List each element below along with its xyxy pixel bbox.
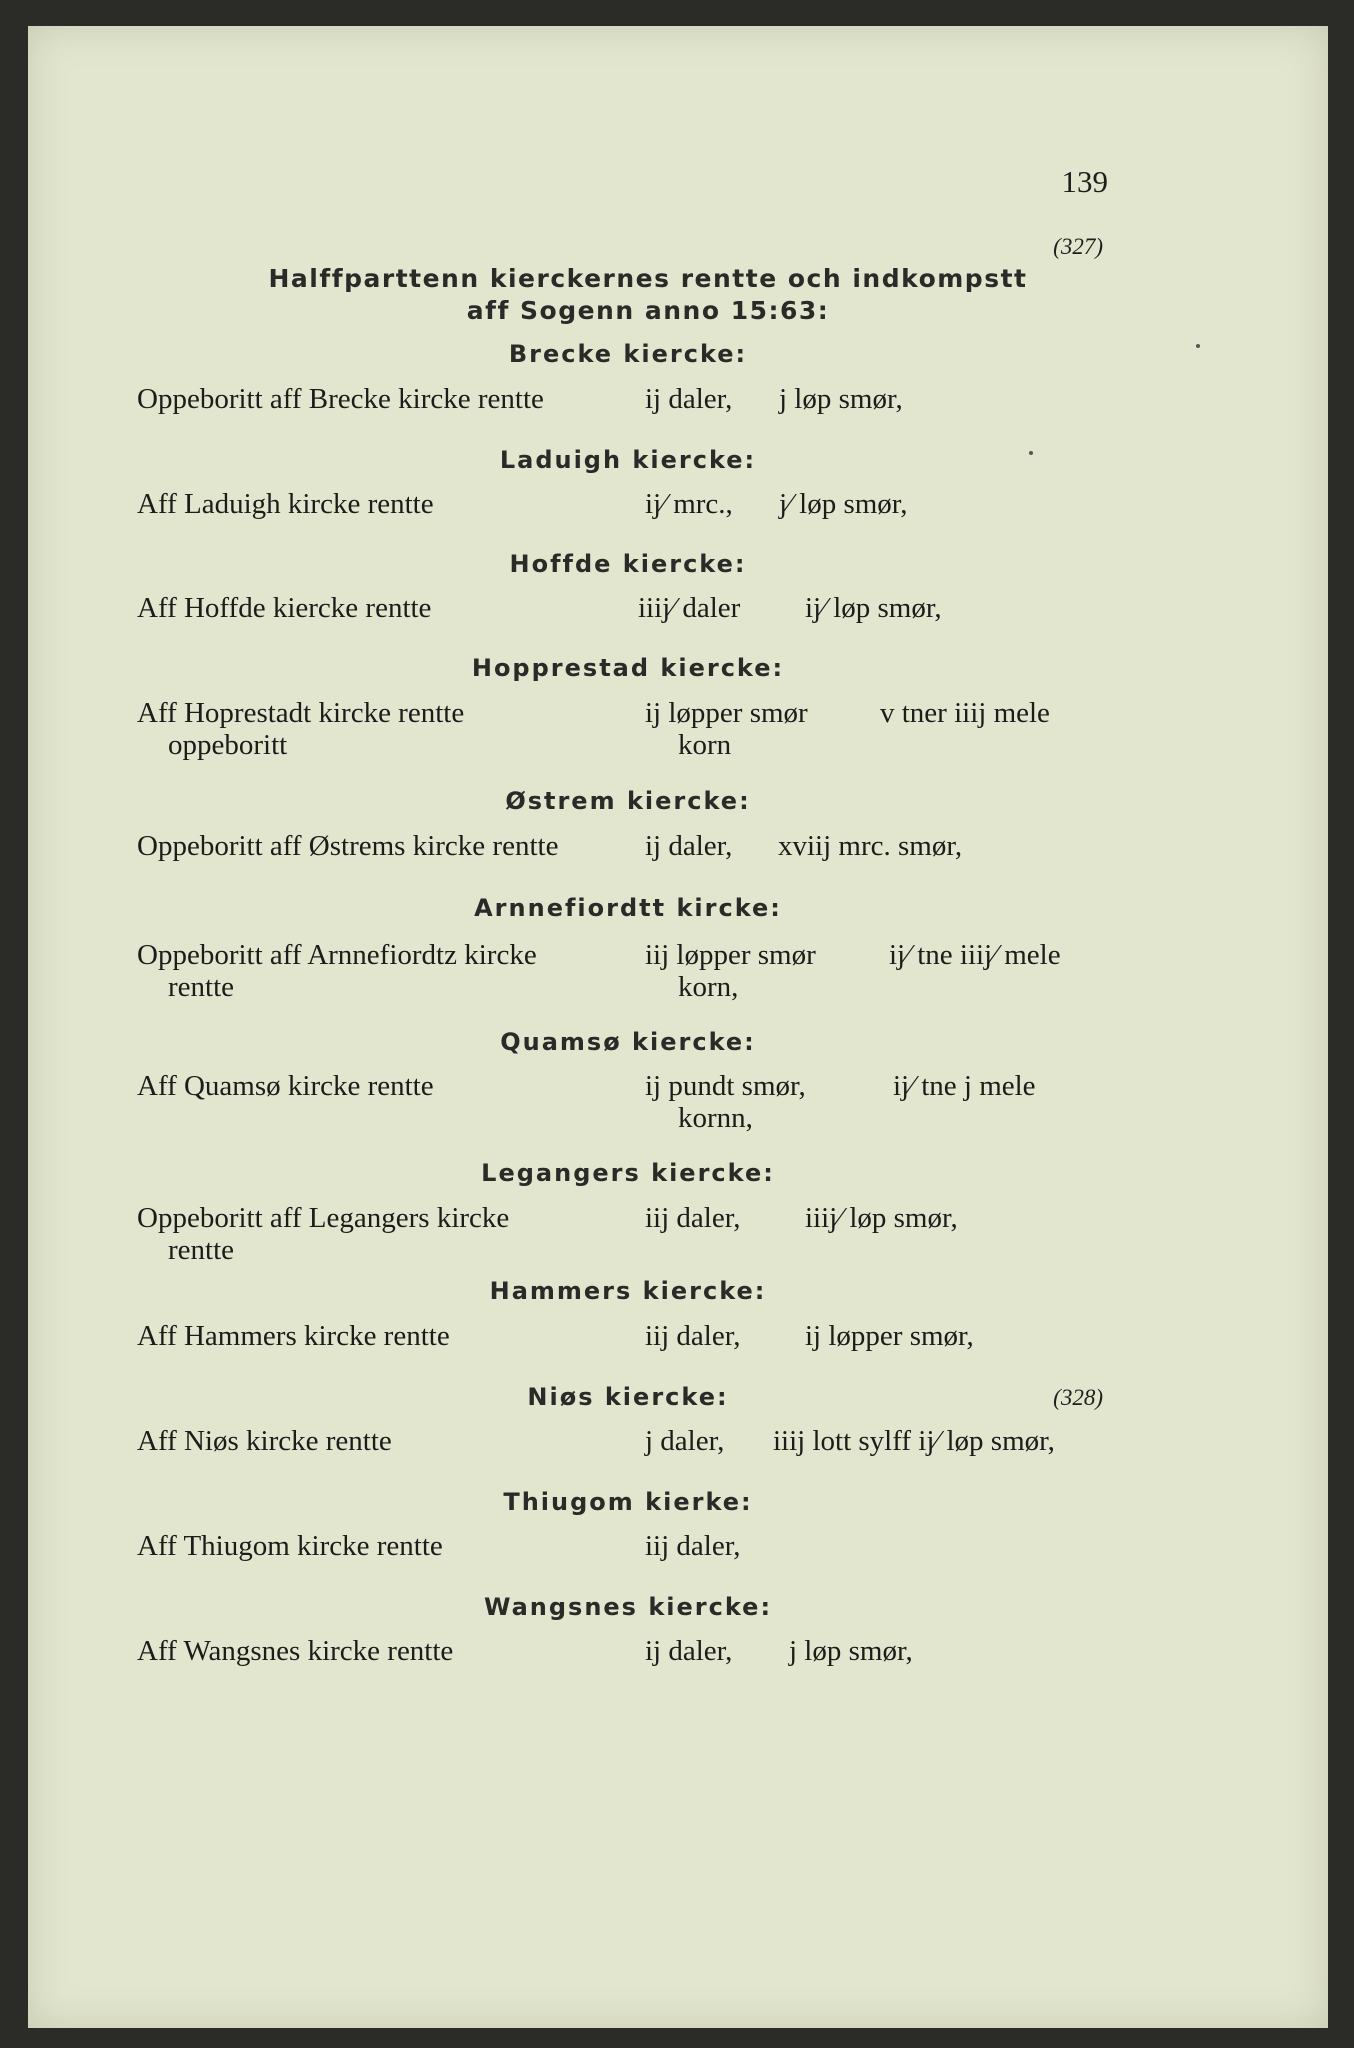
entry-amount-line: ij pundt smør,: [645, 1070, 806, 1102]
document-page: [28, 26, 1328, 2028]
paper-speck: [1196, 344, 1200, 348]
entry-amount-hammers: iij daler,: [645, 1320, 741, 1352]
paper-speck: [1029, 451, 1033, 455]
section-heading-thiugom: Thiugom kierke:: [503, 1488, 753, 1516]
entry-text-wangsnes: Aff Wangsnes kircke rentte: [137, 1635, 454, 1667]
entry-amount-arnnefiordtt: [645, 939, 816, 1003]
entry-extra-nios: iiij lott sylff ij⁄ løp smør,: [773, 1425, 1055, 1457]
section-heading-ostrem: Østrem kiercke:: [505, 787, 751, 815]
entry-extra-laduigh: j⁄ løp smør,: [779, 488, 908, 520]
entry-text-hammers: Aff Hammers kircke rentte: [137, 1320, 450, 1352]
entry-amount-hopprestad: [645, 697, 808, 761]
entry-amount-hoffde: iiij⁄ daler: [638, 592, 741, 624]
section-heading-quamso: Quamsø kiercke:: [500, 1028, 756, 1056]
section-heading-nios: Niøs kiercke:: [527, 1383, 729, 1411]
entry-text-line: rentte: [168, 1234, 235, 1266]
entry-amount-ostrem: ij daler,: [645, 830, 733, 862]
entry-text-line: Oppeboritt aff Legangers kircke: [137, 1202, 510, 1234]
entry-extra-hoffde: ij⁄ løp smør,: [805, 592, 942, 624]
section-heading-hammers: Hammers kiercke:: [489, 1277, 767, 1305]
entry-text-line: rentte: [168, 971, 235, 1003]
document-title-line2: aff Sogenn anno 15:63:: [466, 296, 830, 325]
entry-text-arnnefiordtt: [137, 939, 537, 1003]
entry-extra-arnnefiordtt: ij⁄ tne iiij⁄ mele: [889, 939, 1061, 971]
section-heading-hopprestad: Hopprestad kiercke:: [471, 654, 785, 682]
section-heading-hoffde: Hoffde kiercke:: [509, 550, 747, 578]
entry-extra-wangsnes: j løp smør,: [789, 1635, 913, 1667]
entry-text-brecke: Oppeboritt aff Brecke kircke rentte: [137, 383, 544, 415]
entry-amount-line: iij løpper smør: [645, 939, 816, 971]
entry-text-hopprestad: [137, 697, 464, 761]
entry-extra-legangers: iiij⁄ løp smør,: [805, 1202, 958, 1234]
entry-amount-line: korn,: [678, 971, 739, 1003]
section-heading-arnnefiordtt: Arnnefiordtt kircke:: [474, 894, 782, 922]
margin-reference-327: (327): [1053, 234, 1103, 259]
section-heading-legangers: Legangers kiercke:: [481, 1159, 775, 1187]
entry-extra-hopprestad: v tner iiij mele: [880, 697, 1050, 729]
entry-text-thiugom: Aff Thiugom kircke rentte: [137, 1530, 443, 1562]
entry-text-laduigh: Aff Laduigh kircke rentte: [137, 488, 434, 520]
entry-text-line: Aff Hoprestadt kircke rentte: [137, 697, 465, 729]
entry-amount-legangers: iij daler,: [645, 1202, 741, 1234]
entry-amount-line: kornn,: [678, 1102, 753, 1134]
margin-reference-328: (328): [1053, 1385, 1103, 1410]
section-heading-wangsnes: Wangsnes kiercke:: [483, 1593, 773, 1621]
entry-amount-wangsnes: ij daler,: [645, 1635, 733, 1667]
entry-amount-nios: j daler,: [645, 1425, 725, 1457]
section-heading-brecke: Brecke kiercke:: [508, 340, 748, 368]
entry-amount-laduigh: ij⁄ mrc.,: [645, 488, 733, 520]
entry-amount-line: korn: [678, 729, 732, 761]
entry-text-line: Oppeboritt aff Arnnefiordtz kircke: [137, 939, 537, 971]
entry-text-hoffde: Aff Hoffde kiercke rentte: [137, 592, 432, 624]
entry-extra-quamso: ij⁄ tne j mele: [893, 1070, 1036, 1102]
entry-text-nios: Aff Niøs kircke rentte: [137, 1425, 392, 1457]
entry-amount-thiugom: iij daler,: [645, 1530, 741, 1562]
entry-text-legangers: [137, 1202, 509, 1266]
page-number: 139: [1061, 164, 1108, 199]
entry-amount-quamso: [645, 1070, 806, 1134]
section-heading-laduigh: Laduigh kiercke:: [499, 446, 757, 474]
document-title-line1: Halffparttenn kierckernes rentte och indkompstt: [268, 264, 1028, 293]
entry-text-quamso: Aff Quamsø kircke rentte: [137, 1070, 434, 1102]
entry-amount-brecke: ij daler,: [645, 383, 733, 415]
entry-text-line: oppeboritt: [168, 729, 288, 761]
entry-extra-brecke: j løp smør,: [779, 383, 903, 415]
entry-amount-line: ij løpper smør: [645, 697, 808, 729]
entry-extra-hammers: ij løpper smør,: [805, 1320, 974, 1352]
entry-extra-ostrem: xviij mrc. smør,: [778, 830, 963, 862]
entry-text-ostrem: Oppeboritt aff Østrems kircke rentte: [137, 830, 559, 862]
